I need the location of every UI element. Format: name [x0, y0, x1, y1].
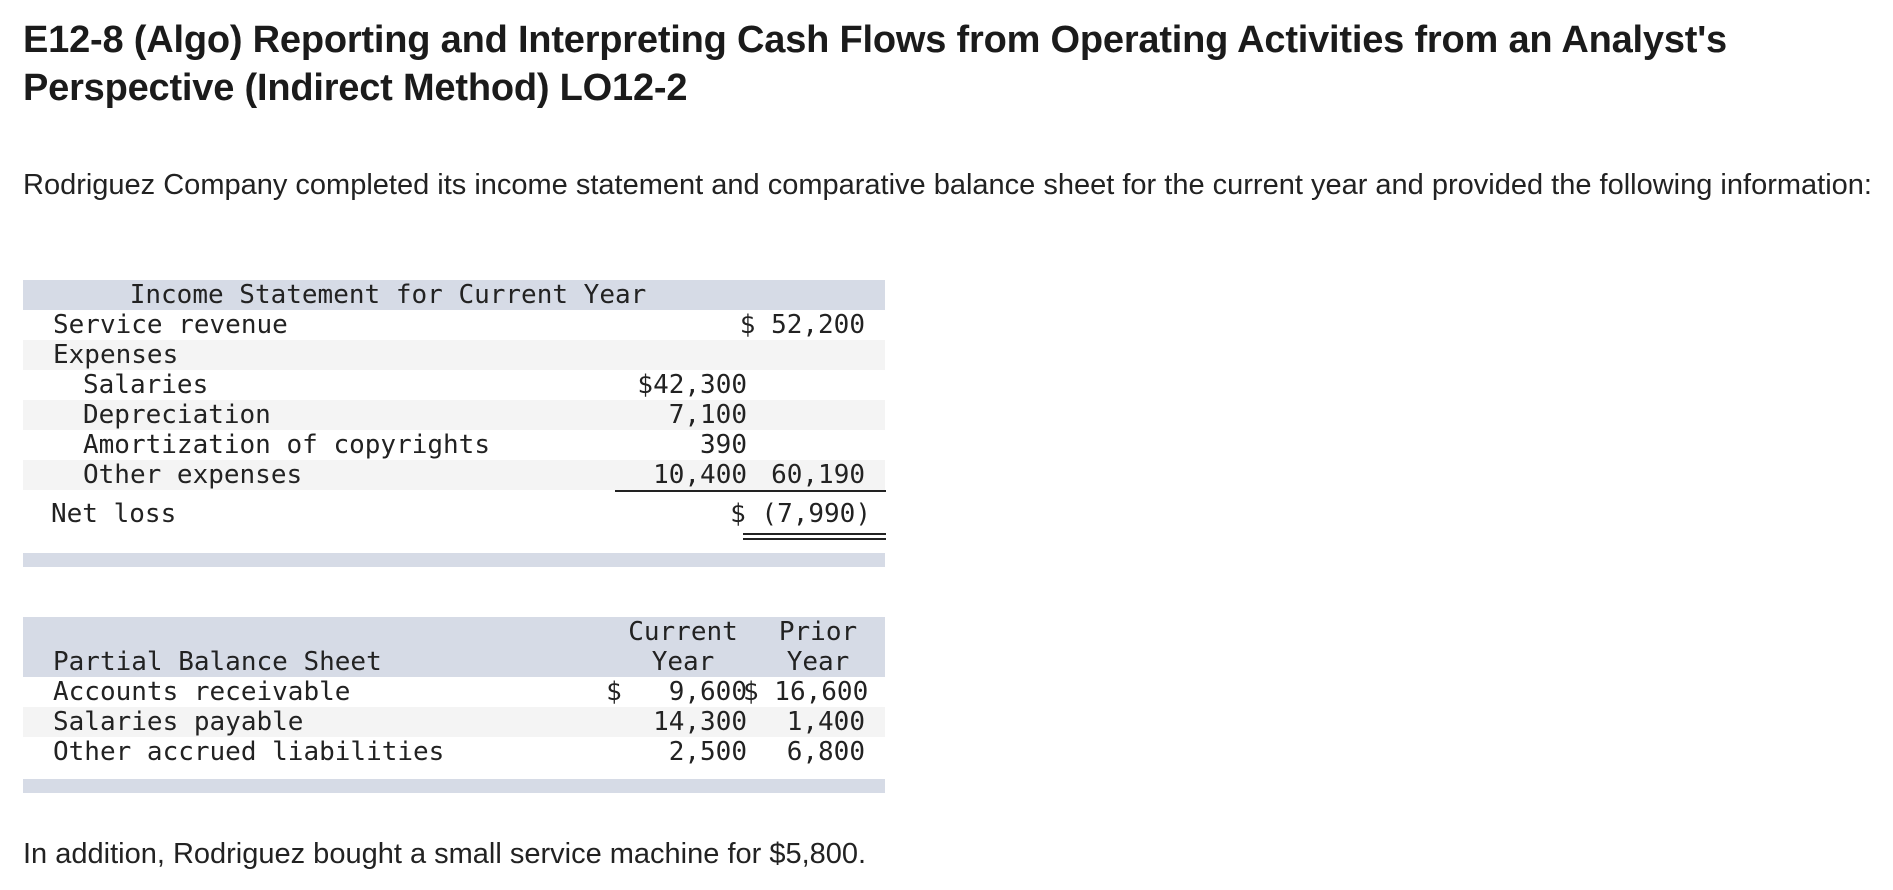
total-expenses-value: 60,190 — [771, 460, 865, 490]
current-year-value: 2,500 — [668, 737, 747, 767]
balance-sheet-heading: Partial Balance Sheet — [53, 647, 382, 677]
expense-value: 390 — [700, 430, 747, 460]
service-revenue-value: $ 52,200 — [739, 310, 865, 340]
income-statement-table — [23, 280, 885, 567]
expense-label: Depreciation — [83, 400, 271, 430]
expense-value: 7,100 — [668, 400, 747, 430]
service-revenue-label: Service revenue — [53, 310, 288, 340]
problem-outro: In addition, Rodriguez bought a small service machine for $5,800. — [23, 838, 867, 870]
net-loss-label: Net loss — [51, 499, 177, 529]
col-prior-header: Prior — [778, 617, 858, 647]
total-rule — [743, 490, 886, 492]
col-current-header: Current — [628, 617, 738, 647]
account-label: Accounts receivable — [53, 677, 351, 707]
col-current-header: Year — [651, 647, 715, 677]
problem-intro: Rodriguez Company completed its income statement and comparative balance sheet for the current year and provided the following information: — [23, 169, 1872, 201]
footer-band — [23, 553, 885, 567]
col-prior-header: Year — [786, 647, 850, 677]
prior-year-value: 6,800 — [786, 737, 865, 767]
current-year-value: 14,300 — [653, 707, 747, 737]
expense-label: Salaries — [83, 370, 209, 400]
prior-year-value: $ 16,600 — [743, 677, 869, 707]
subtotal-rule — [615, 490, 751, 492]
income-statement-heading: Income Statement for Current Year — [129, 280, 647, 310]
current-year-value: $ 9,600 — [606, 677, 747, 707]
footer-band — [23, 779, 885, 793]
prior-year-value: 1,400 — [786, 707, 865, 737]
account-label: Other accrued liabilities — [53, 737, 445, 767]
expenses-label: Expenses — [53, 340, 179, 370]
double-underline — [743, 533, 886, 540]
expense-value: $42,300 — [637, 370, 747, 400]
problem-title: E12-8 (Algo) Reporting and Interpreting Cash Flows from Operating Activities from an Analyst's Perspective (Indirect Method) LO12-2 — [23, 19, 1727, 109]
expense-value: 10,400 — [653, 460, 747, 490]
account-label: Salaries payable — [53, 707, 304, 737]
expense-label: Amortization of copyrights — [83, 430, 490, 460]
expense-label: Other expenses — [83, 460, 303, 490]
balance-sheet-table — [23, 617, 885, 793]
net-loss-value: $ (7,990) — [730, 499, 871, 529]
